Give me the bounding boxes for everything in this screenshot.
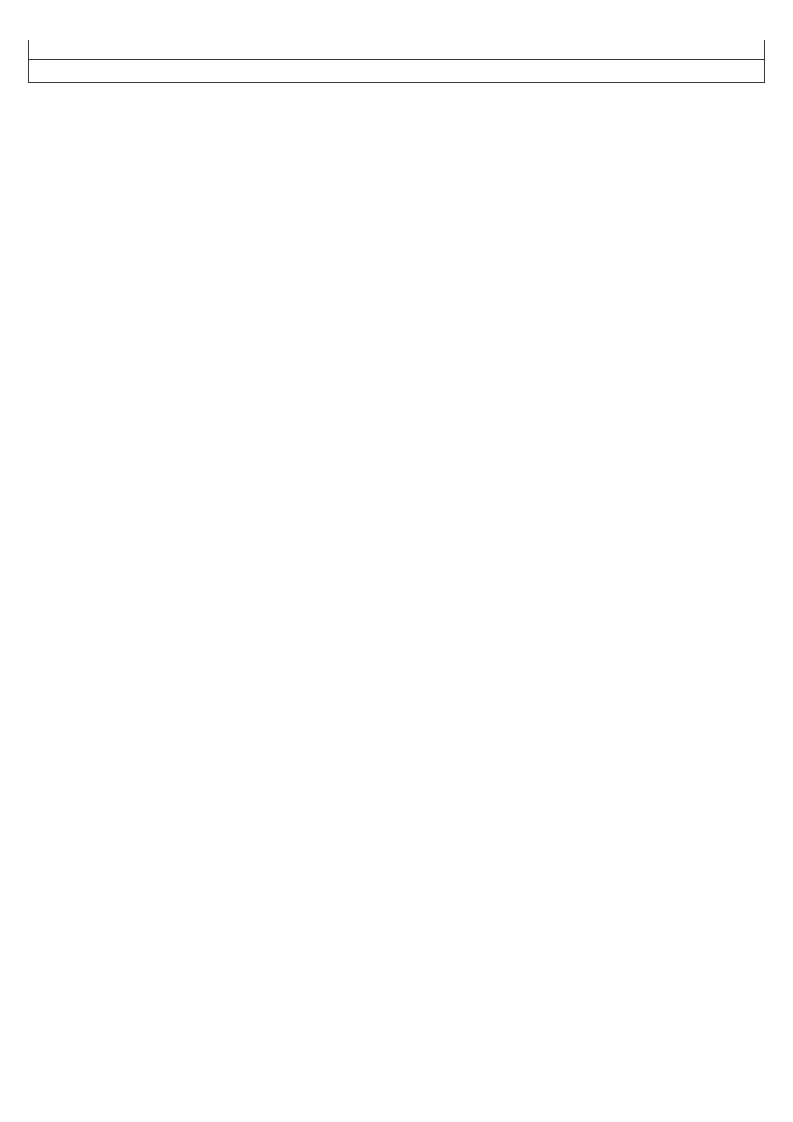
vocabulary-paragraph-block xyxy=(28,60,765,83)
red-heading-row xyxy=(28,40,765,60)
